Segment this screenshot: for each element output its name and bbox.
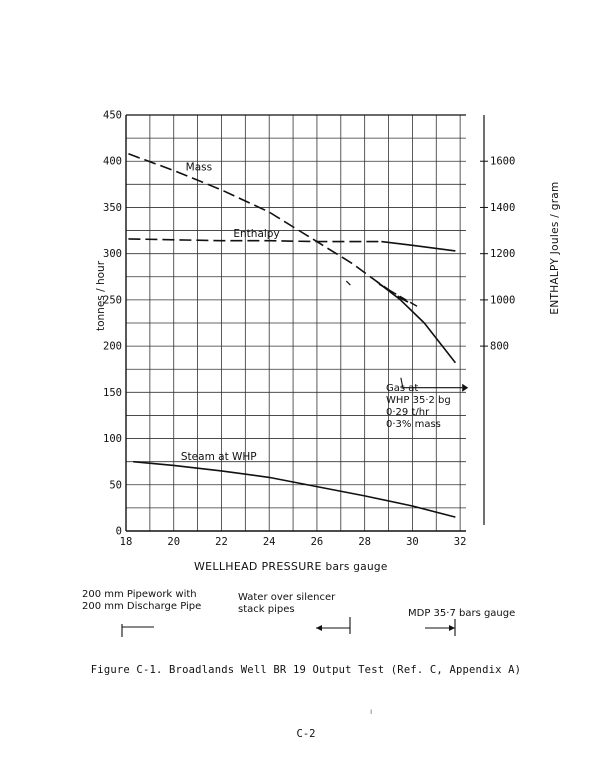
x-tick-label: 18: [119, 536, 133, 548]
silencer-line: Water over silencer: [238, 592, 336, 603]
x-tick-label: 24: [262, 536, 276, 548]
y-right-tick-label: 800: [490, 340, 509, 353]
series-mass-dashed-tail: [379, 284, 417, 306]
series-annotation-label: Enthalpy: [233, 228, 280, 241]
silencer-marker-label: [238, 592, 335, 616]
y-left-tick-label: 0: [115, 525, 122, 538]
y-left-tick-label: 300: [103, 248, 122, 261]
y-left-tick-label: 450: [103, 109, 122, 122]
y-right-tick-label: 1600: [490, 155, 516, 168]
y-left-tick-label: 250: [103, 294, 122, 307]
page-number: C-2: [296, 728, 316, 740]
figure-caption: Figure C-1. Broadlands Well BR 19 Output Test (Ref. C, Appendix A): [90, 664, 522, 676]
chart-annotations: [181, 161, 280, 462]
gas-note-line: Gas at: [386, 383, 419, 394]
mdp-marker-arrow-icon: [449, 625, 455, 631]
series-steam-at-whp: [133, 462, 455, 517]
pipework-line: 200 mm Discharge Pipe: [82, 601, 202, 612]
y-right-tick-label: 1200: [490, 248, 516, 261]
y-right-tick-label: 1000: [490, 294, 516, 307]
y-axis-right-label: ENTHALPY Joules / gram: [549, 181, 561, 315]
silencer-marker-arrow-icon: [316, 625, 322, 631]
series-annotation-label: Steam at WHP: [180, 450, 257, 463]
x-tick-label: 26: [310, 536, 324, 548]
x-tick-label: 32: [453, 536, 467, 548]
y-left-tick-label: 150: [103, 386, 122, 399]
y-right-tick-label: 1400: [490, 201, 516, 214]
y-left-tick-label: 200: [103, 340, 122, 353]
mass-curve-arrow-icon: [346, 281, 350, 285]
gas-note-arrow-icon: [462, 384, 468, 392]
gas-note-line: WHP 35·2 bg: [386, 395, 451, 406]
x-tick-label: 30: [406, 536, 419, 548]
chart-series: [128, 154, 455, 517]
pipework-line: 200 mm Pipework with: [82, 589, 197, 600]
series-enthalpy-solid: [381, 242, 455, 251]
x-tick-label: 20: [167, 536, 181, 548]
x-tick-label: 22: [215, 536, 228, 548]
x-axis-units: bars gauge: [325, 561, 388, 573]
y-left-tick-label: 100: [103, 433, 122, 446]
x-axis-title: [194, 560, 388, 573]
gas-note-line: 0·29 t/hr: [386, 407, 430, 418]
y-left-tick-label: 50: [109, 479, 122, 492]
gas-note: [386, 383, 451, 431]
x-axis-label: WELLHEAD PRESSURE: [194, 560, 322, 573]
gas-note-line: 0·3% mass: [386, 419, 441, 430]
series-annotation-label: Mass: [185, 161, 213, 174]
silencer-line: stack pipes: [238, 604, 295, 615]
chart-grid: [126, 115, 466, 531]
y-left-tick-label: 350: [103, 201, 122, 214]
stray-mark: ı: [370, 707, 373, 716]
x-axis-ticks: [120, 536, 467, 548]
mdp-marker-label: MDP 35·7 bars gauge: [408, 608, 516, 619]
y-left-tick-label: 400: [103, 155, 122, 168]
x-tick-label: 28: [358, 536, 371, 548]
y-axis-left-label: tonnes / hour: [95, 260, 107, 332]
right-axis-ticks: [480, 156, 515, 353]
pipework-marker-label: [82, 589, 201, 613]
